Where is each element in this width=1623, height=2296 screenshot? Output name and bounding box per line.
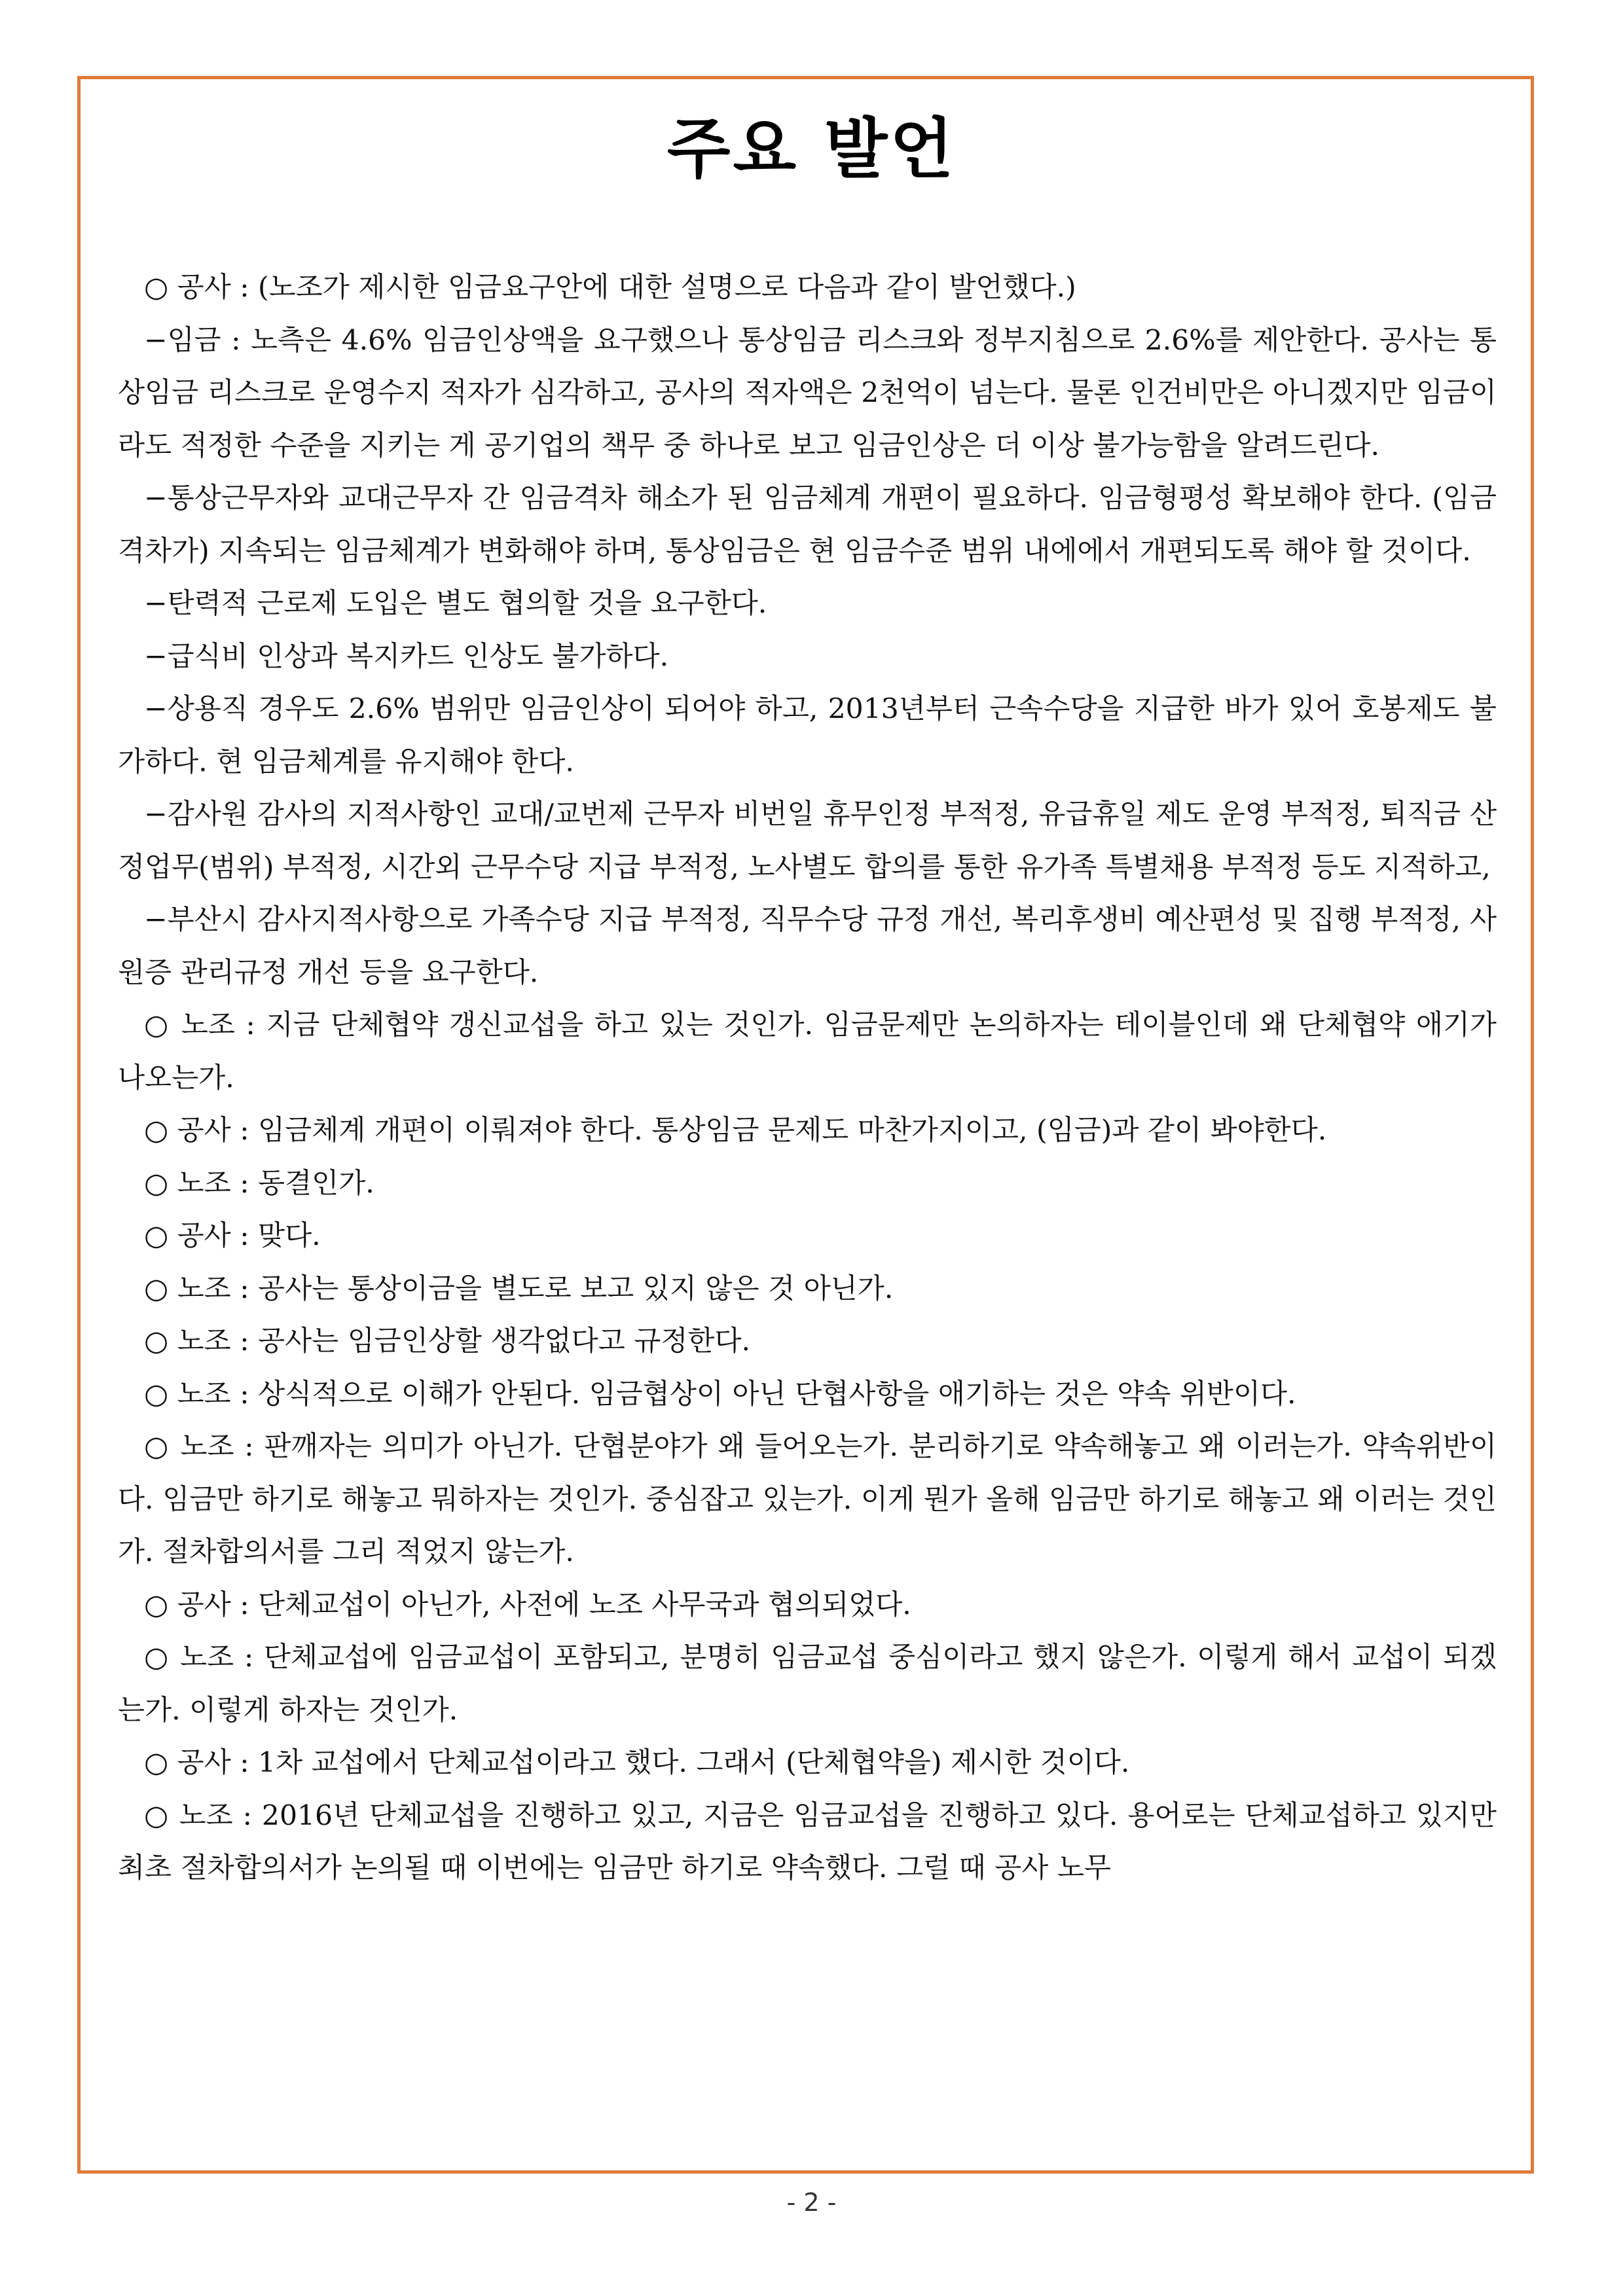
statement-paragraph: −임금 : 노측은 4.6% 임금인상액을 요구했으나 통상임금 리스크와 정부지침으로 2.6%를 제안한다. 공사는 통상임금 리스크로 운영수지 적자가 심각하고, 공사의 적자액은 2천억이 넘는다. 물론 인건비만은 아니겠지만 임금이라도 적정한 수준을 지키는 게 공기업의 책무 중 하나로 보고 임금인상은 더 이상 불가능함을 알려드린다.: [118, 324, 1497, 462]
statement-paragraph: ○ 노조 : 공사는 통상이금을 별도로 보고 있지 않은 것 아닌가.: [144, 1272, 894, 1305]
page-number: - 2 -: [786, 2188, 837, 2217]
statement-paragraph: ○ 노조 : 단체교섭에 임금교섭이 포함되고, 분명히 임금교섭 중심이라고 했지 않은가. 이렇게 해서 교섭이 되겠는가. 이렇게 하자는 것인가.: [118, 1641, 1497, 1727]
statement-paragraph: ○ 공사 : 임금체계 개편이 이뤄져야 한다. 통상임금 문제도 마찬가지이고, (임금)과 같이 봐야한다.: [144, 1115, 1327, 1147]
statement-paragraph: −탄력적 근로제 도입은 별도 협의할 것을 요구한다.: [144, 588, 767, 620]
statement-paragraph: ○ 공사 : 맞다.: [144, 1220, 321, 1252]
statement-paragraph: ○ 공사 : (노조가 제시한 임금요구안에 대한 설명으로 다음과 같이 발언했다.): [144, 272, 1076, 304]
statement-paragraph: −상용직 경우도 2.6% 범위만 임금인상이 되어야 하고, 2013년부터 근속수당을 지급한 바가 있어 호봉제도 불가하다. 현 임금체계를 유지해야 한다.: [118, 693, 1497, 778]
statement-paragraph: ○ 공사 : 1차 교섭에서 단체교섭이라고 했다. 그래서 (단체협약을) 제시한 것이다.: [144, 1747, 1130, 1779]
statement-paragraph: ○ 노조 : 2016년 단체교섭을 진행하고 있고, 지금은 임금교섭을 진행하고 있다. 용어로는 단체교섭하고 있지만 최초 절차합의서가 논의될 때 이번에는 임금만 하기로 약속했다. 그럴 때 공사 노무: [118, 1799, 1497, 1884]
statement-paragraph: −급식비 인상과 복지카드 인상도 불가하다.: [144, 640, 669, 673]
statement-paragraph: ○ 노조 : 공사는 임금인상할 생각없다고 규정한다.: [144, 1325, 751, 1357]
statement-paragraph: ○ 공사 : 단체교섭이 아닌가, 사전에 노조 사무국과 협의되었다.: [144, 1588, 911, 1621]
document-body: [118, 262, 1497, 2147]
statement-paragraph: −감사원 감사의 지적사항인 교대/교번제 근무자 비번일 휴무인정 부적정, 유급휴일 제도 운영 부적정, 퇴직금 산정업무(범위) 부적정, 시간외 근무수당 지급 부적정, 노사별도 합의를 통한 유가족 특별채용 부적정 등도 지적하고,: [118, 798, 1497, 884]
document-title: 주요 발언: [666, 111, 957, 187]
statement-paragraph: ○ 노조 : 지금 단체협약 갱신교섭을 하고 있는 것인가. 임금문제만 논의하자는 테이블인데 왜 단체협약 애기가 나오는가.: [118, 1009, 1497, 1094]
statement-paragraph: ○ 노조 : 판깨자는 의미가 아닌가. 단협분야가 왜 들어오는가. 분리하기로 약속해놓고 왜 이러는가. 약속위반이다. 임금만 하기로 해놓고 뭐하자는 것인가. 중심잡고 있는가. 이게 뭔가 올해 임금만 하기로 해놓고 왜 이러는 것인가. 절차합의서를 그리 적었지 않는가.: [118, 1431, 1497, 1568]
statement-paragraph: ○ 노조 : 동결인가.: [144, 1167, 374, 1200]
statement-paragraph: −통상근무자와 교대근무자 간 임금격차 해소가 된 임금체계 개편이 필요하다. 임금형평성 확보해야 한다. (임금격차가) 지속되는 임금체계가 변화해야 하며, 통상임금은 현 임금수준 범위 내에에서 개편되도록 해야 할 것이다.: [118, 482, 1497, 567]
statement-paragraph: −부산시 감사지적사항으로 가족수당 지급 부적정, 직무수당 규정 개선, 복리후생비 예산편성 및 집행 부적정, 사원증 관리규정 개선 등을 요구한다.: [118, 904, 1497, 989]
statement-paragraph: ○ 노조 : 상식적으로 이해가 안된다. 임금협상이 아닌 단협사항을 애기하는 것은 약속 위반이다.: [144, 1378, 1296, 1410]
